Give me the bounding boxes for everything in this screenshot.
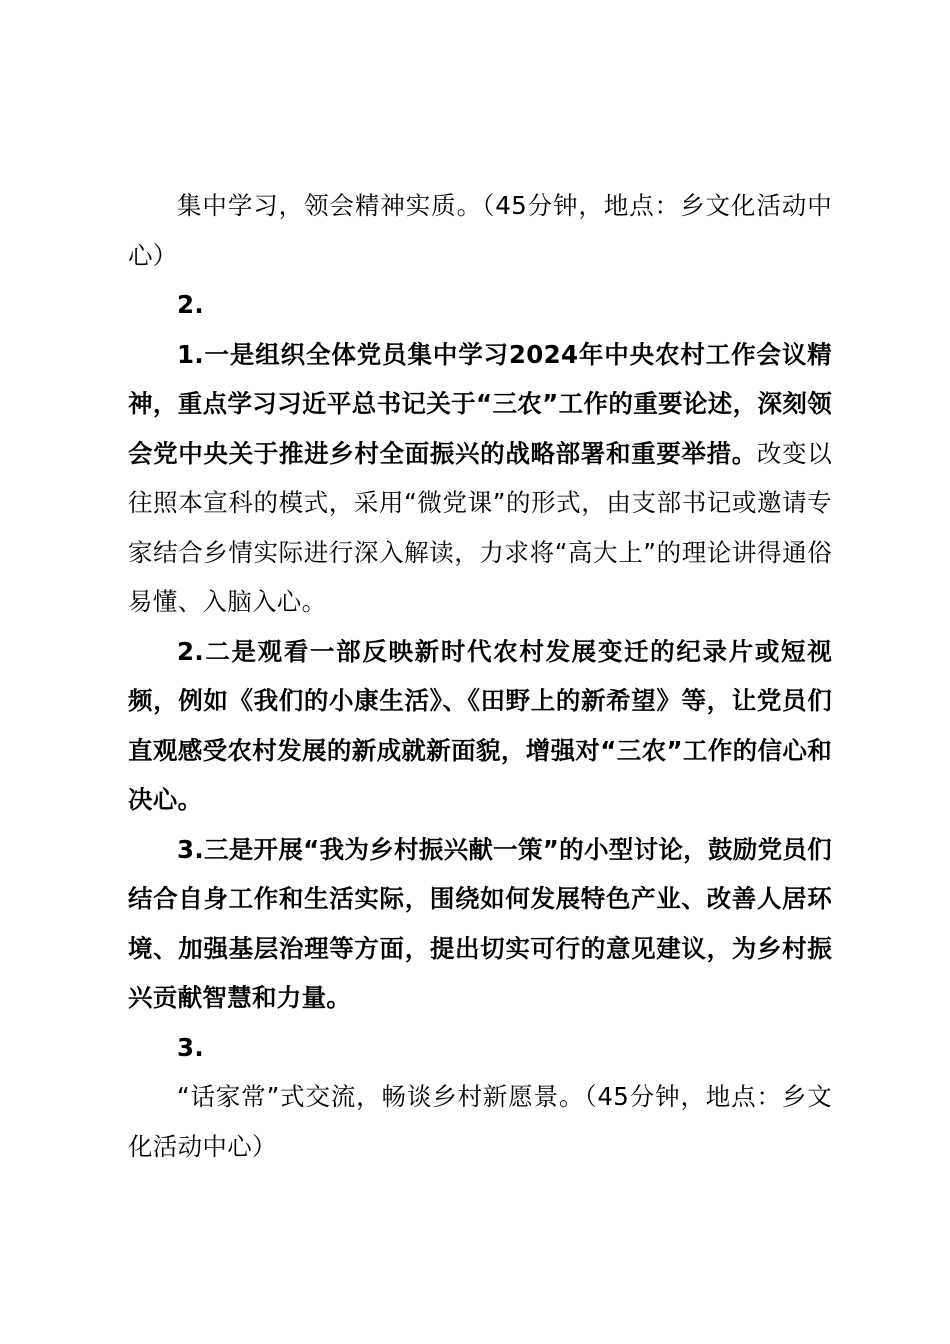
paragraph-chat-exchange: “话家常”式交流，畅谈乡村新愿景。（45分钟，地点：乡文化活动中心）	[128, 1082, 832, 1161]
paragraph-item-1	[128, 330, 832, 627]
document-page	[128, 181, 832, 1171]
item-1-bold-text: 1.一是组织全体党员集中学习2024年中央农村工作会议精神，重点学习习近平总书记关于“三农”工作的重要论述，深刻领会党中央关于推进乡村全面振兴的战略部署和重要举措。	[128, 339, 832, 468]
section-number-2: 2.	[177, 290, 204, 319]
item-1-plain-text: 改变以往照本宣科的模式，采用“微党课”的形式，由支部书记或邀请专家结合乡情实际进行深入解读，力求将“高大上”的理论讲得通俗易懂、入脑入心。	[128, 438, 833, 616]
paragraph-study-intro: 集中学习，领会精神实质。（45分钟，地点：乡文化活动中心）	[128, 191, 832, 270]
paragraph-item-2: 2.二是观看一部反映新时代农村发展变迁的纪录片或短视频，例如《我们的小康生活》、《田野上的新希望》等，让党员们直观感受农村发展的新成就新面貌，增强对“三农”工作的信心和决心。	[128, 636, 832, 814]
paragraph-item-3: 3.三是开展“我为乡村振兴献一策”的小型讨论，鼓励党员们结合自身工作和生活实际，围绕如何发展特色产业、改善人居环境、加强基层治理等方面，提出切实可行的意见建议，为乡村振兴贡献智慧和力量。	[128, 834, 832, 1012]
section-number-3: 3.	[177, 1032, 204, 1062]
